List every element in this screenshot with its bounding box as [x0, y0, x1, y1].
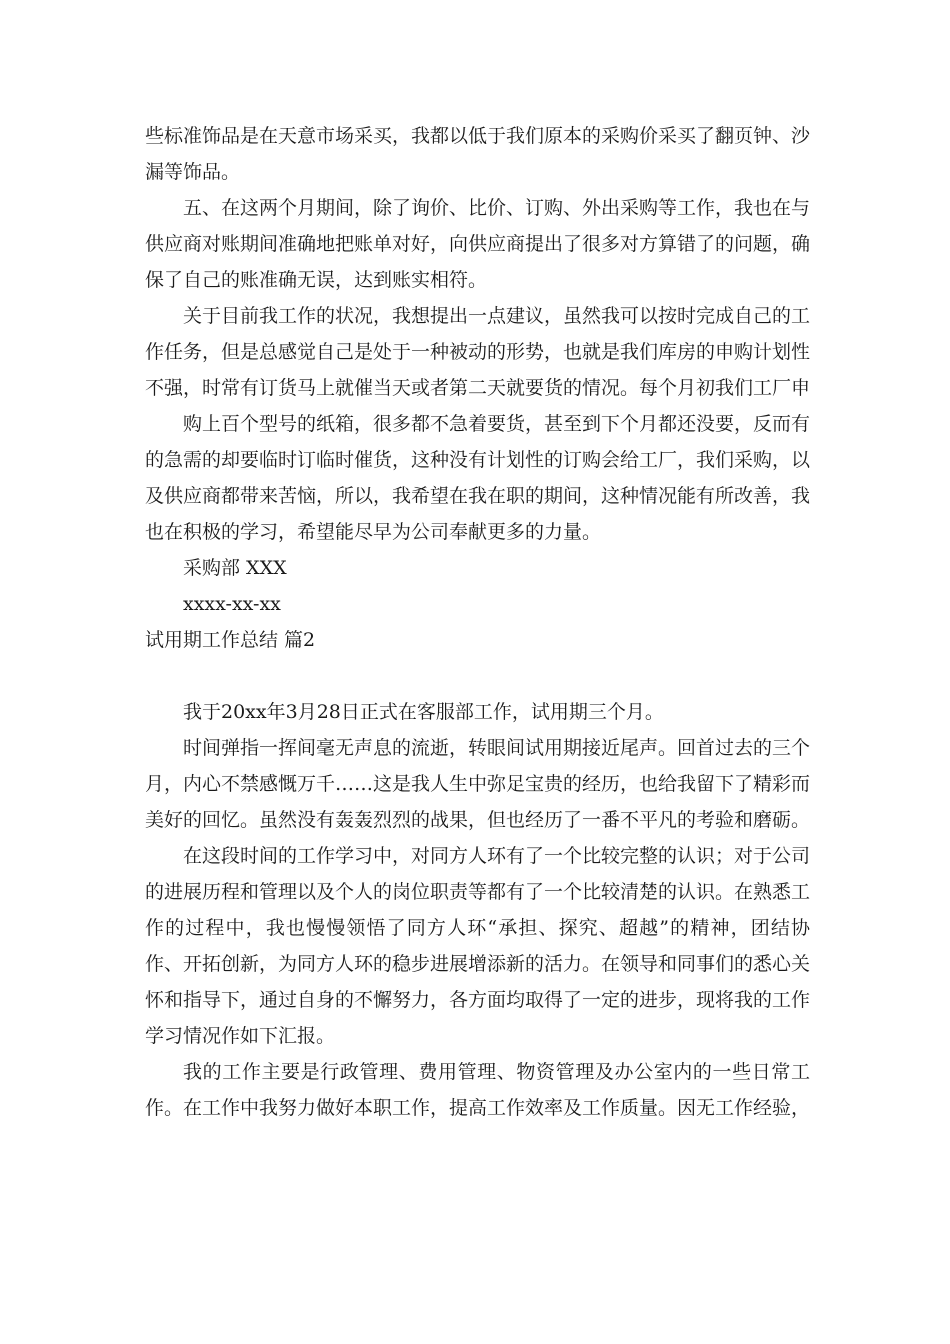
section-spacer — [145, 658, 810, 694]
paragraph-item-five: 五、在这两个月期间，除了询价、比价、订购、外出采购等工作，我也在与供应商对账期间准确地把账单对好，向供应商提出了很多对方算错了的问题，确保了自己的账准确无误，达到账实相符。 — [145, 197, 811, 291]
paragraph-reflection: 时间弹指一挥间毫无声息的流逝，转眼间试用期接近尾声。回首过去的三个月，内心不禁感慨万千……这是我人生中弥足宝贵的经历，也给我留下了精彩而美好的回忆。虽然没有轰轰烈烈的战果，但也经历了一番不平凡的考验和磨砺。 — [145, 737, 811, 831]
section-heading: 试用期工作总结 篇2 — [145, 629, 316, 651]
paragraph-duties: 我的工作主要是行政管理、费用管理、物资管理及办公室内的一些日常工作。在工作中我努力做好本职工作，提高工作效率及工作质量。因无工作经验， — [145, 1061, 811, 1119]
paragraph-suggestion: 关于目前我工作的状况，我想提出一点建议，虽然我可以按时完成自己的工作任务，但是总感觉自己是处于一种被动的形势，也就是我们库房的申购计划性不强，时常有订货马上就催当天或者第二天就要货的情况。每个月初我们工厂申 — [145, 305, 811, 399]
paragraph-intro: 我于20xx年3月28日正式在客服部工作，试用期三个月。 — [183, 701, 664, 723]
paragraph-suggestion-continued: 购上百个型号的纸箱，很多都不急着要货，甚至到下个月都还没要，反而有的急需的却要临时订临时催货，这种没有计划性的订购会给工厂，我们采购，以及供应商都带来苦恼，所以，我希望在我在职的期间，这种情况能有所改善，我也在积极的学习，希望能尽早为公司奉献更多的力量。 — [145, 413, 811, 543]
signature-department: 采购部 XXX — [183, 557, 287, 579]
paragraph-learning: 在这段时间的工作学习中，对同方人环有了一个比较完整的认识；对于公司的进展历程和管理以及个人的岗位职责等都有了一个比较清楚的认识。在熟悉工作的过程中，我也慢慢领悟了同方人环“承担、探究、超越”的精神，团结协作、开拓创新，为同方人环的稳步进展增添新的活力。在领导和同事们的悉心关怀和指导下，通过自身的不懈努力，各方面均取得了一定的进步，现将我的工作学习情况作如下汇报。 — [145, 845, 811, 1047]
signature-date: xxxx-xx-xx — [183, 593, 281, 615]
paragraph-continued: 些标准饰品是在天意市场采买，我都以低于我们原本的采购价采买了翻页钟、沙漏等饰品。 — [145, 125, 811, 183]
document-body — [145, 118, 810, 1126]
